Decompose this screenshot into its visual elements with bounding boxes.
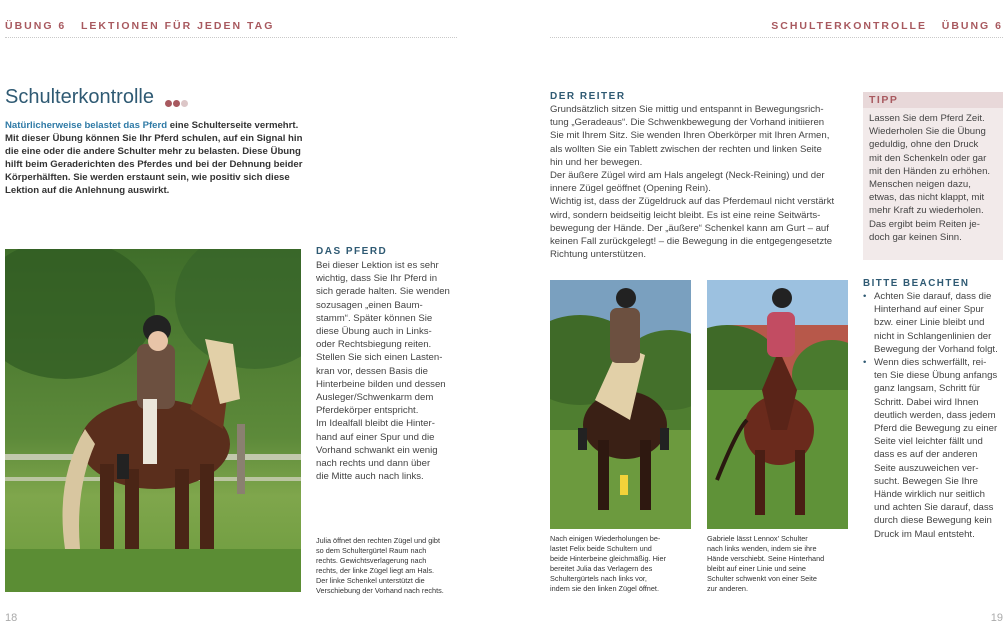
pferd-line: Bei dieser Lektion ist es sehr bbox=[316, 260, 439, 271]
beachten-line: Hände wirklich nur seitlich bbox=[874, 489, 985, 501]
pferd-line: Stellen Sie sich einen Lasten- bbox=[316, 352, 443, 364]
pferd-line: die Mitte auch nach links. bbox=[316, 471, 424, 483]
caption-line: bleibt auf einer Linie und seine bbox=[707, 564, 806, 573]
caption-line: Verschiebung der Vorhand nach rechts. bbox=[316, 586, 444, 595]
beachten-line: Seite viel leichter fällt und bbox=[874, 436, 983, 448]
pferd-heading: DAS PFERD bbox=[316, 246, 388, 257]
tipp-line: Lassen Sie dem Pferd Zeit. bbox=[869, 113, 985, 124]
tipp-line: etwas, das nicht klappt, mit bbox=[869, 192, 985, 204]
pferd-section bbox=[316, 246, 456, 483]
beachten-line: ganz langsam, Schritt für bbox=[874, 383, 981, 395]
tipp-line: mit den Schenkeln oder gar bbox=[869, 152, 987, 164]
pferd-line: sozusagen „einen Baum- bbox=[316, 299, 423, 311]
intro-line: Mit dieser Übung können Sie Ihr Pferd schulen, auf ein Signal hin bbox=[5, 133, 303, 144]
intro-line: eine Schulterseite vermehrt. bbox=[167, 120, 299, 131]
beachten-line: Seite auszuweichen ver- bbox=[874, 462, 979, 474]
caption-julia bbox=[316, 536, 466, 596]
caption-line: Schulter schwenkt von einer Seite bbox=[707, 574, 817, 583]
header-rule-left bbox=[5, 37, 457, 38]
tipp-line: Wiederholen Sie die Übung bbox=[869, 126, 986, 138]
reiter-line: Sie mit Ihrem Sitz. Sie wenden Ihren Oberkörper mit Ihren Armen, bbox=[550, 130, 830, 142]
beachten-line: nicht in Schlangenlinien der bbox=[874, 330, 992, 342]
page-number-right: 19 bbox=[990, 612, 1003, 624]
dot-filled-2 bbox=[173, 100, 180, 107]
beachten-item bbox=[863, 290, 1005, 356]
pferd-body bbox=[316, 259, 456, 483]
pferd-line: hand auf einer Spur und die bbox=[316, 431, 435, 443]
tipp-line: doch gar keinen Sinn. bbox=[869, 231, 962, 243]
pferd-line: sich gerade halten. Sie wenden bbox=[316, 286, 450, 298]
reiter-line: bewegung der Hände. Der „äußere“ Schenkel kann am Gurt – auf bbox=[550, 222, 829, 234]
beachten-line: dass es auf der anderen bbox=[874, 449, 978, 461]
tipp-line: Das ergibt beim Reiten je- bbox=[869, 218, 980, 230]
caption-line: lastet Felix beide Schultern und bbox=[550, 544, 652, 553]
pferd-line: diese Übung auch in Links- bbox=[316, 326, 432, 338]
caption-line: indem sie den linken Zügel öffnet. bbox=[550, 584, 659, 593]
tipp-heading: TIPP bbox=[863, 92, 1003, 108]
pferd-line: wichtig, dass Sie Ihr Pferd in bbox=[316, 273, 438, 285]
pferd-line: nach rechts und dann über bbox=[316, 458, 431, 470]
reiter-body bbox=[550, 103, 850, 261]
tipp-line: mehr Kraft zu wiederholen. bbox=[869, 205, 984, 217]
pferd-line: Hinterbeine bilden und dessen bbox=[316, 378, 446, 390]
page-title: Schulterkontrolle bbox=[5, 86, 154, 108]
caption-felix bbox=[550, 534, 695, 594]
reiter-heading: DER REITER bbox=[550, 91, 626, 102]
beachten-list bbox=[863, 290, 1005, 541]
tipp-line: Menschen neigen dazu, bbox=[869, 179, 971, 191]
pferd-line: Pferdekörper entspricht. bbox=[316, 405, 419, 417]
page-number-left: 18 bbox=[5, 612, 18, 624]
caption-line: Schultergürtels nach links vor, bbox=[550, 574, 647, 583]
caption-line: beide Hinterbeine gleichmäßig. Hier bbox=[550, 554, 666, 563]
reiter-line: Der äußere Zügel wird am Hals angelegt (Neck-Reining) und der bbox=[550, 170, 825, 182]
header-right: SCHULTERKONTROLLE ÜBUNG 6 bbox=[771, 20, 1003, 32]
pferd-line: Ausleger/Schwenkarm dem bbox=[316, 392, 434, 404]
beachten-section bbox=[863, 278, 1005, 541]
caption-line: nach links wenden, indem sie ihre bbox=[707, 544, 817, 553]
reiter-line: wird, sondern beidseitig leicht bleibt. Es ist eine reine Seitwärts- bbox=[550, 209, 821, 221]
beachten-line: durch diese Bewegung kein bbox=[874, 515, 992, 527]
caption-line: Julia öffnet den rechten Zügel und gibt bbox=[316, 536, 441, 545]
beachten-heading: BITTE BEACHTEN bbox=[863, 278, 970, 289]
pferd-line: kran vor, dessen Basis die bbox=[316, 365, 428, 377]
reiter-line: als wollten Sie ein Tablett zwischen der rechten und linken Seite bbox=[550, 143, 822, 155]
reiter-line: keinen Fall zurückgelegt! – die Bewegung in die entgegengesetzte bbox=[550, 236, 833, 248]
beachten-line: und achten Sie darauf, dass bbox=[874, 502, 994, 514]
beachten-line: Hinterhand auf einer Spur bbox=[874, 304, 984, 316]
reiter-line: Grundsätzlich sitzen Sie mittig und entspannt in Bewegungsrich- bbox=[550, 104, 824, 115]
beachten-line: sucht. Bewegen Sie Ihre bbox=[874, 475, 978, 487]
beachten-line: deutlich werden, dass jedem bbox=[874, 409, 996, 421]
photo-julia-horse bbox=[5, 249, 301, 592]
beachten-line: Schritt. Dabei wird Ihnen bbox=[874, 396, 979, 408]
caption-lennox bbox=[707, 534, 852, 594]
header-left: ÜBUNG 6 LEKTIONEN FÜR JEDEN TAG bbox=[5, 20, 275, 32]
caption-line: rechts. Gewichtsverlagerung nach bbox=[316, 556, 427, 565]
intro-line: hilft beim Geraderichten des Pferdes und bei der Dehnung beider bbox=[5, 159, 303, 170]
reiter-section bbox=[550, 91, 850, 261]
header-rule-right bbox=[550, 37, 1003, 38]
caption-line: zur anderen. bbox=[707, 584, 748, 593]
caption-line: Nach einigen Wiederholungen be- bbox=[550, 534, 661, 543]
tipp-body bbox=[863, 108, 1003, 244]
pferd-line: oder Rechtsbiegung reiten. bbox=[316, 339, 432, 351]
intro-line: Körperhälften. Sie werden erstaunt sein, wie positiv sich diese bbox=[5, 172, 290, 183]
caption-line: so dem Schultergürtel Raum nach bbox=[316, 546, 427, 555]
reiter-line: innere Zügel geöffnet (Opening Rein). bbox=[550, 183, 711, 195]
dot-filled-1 bbox=[165, 100, 172, 107]
caption-line: bereitet Julia das Verlagern des bbox=[550, 564, 653, 573]
reiter-line: Wichtig ist, dass der Zügeldruck auf das Pferdemaul nicht verstärkt bbox=[550, 196, 835, 208]
beachten-line: • Wenn dies schwerfällt, rei- bbox=[874, 357, 987, 369]
pferd-line: Im Idealfall bleibt die Hinter- bbox=[316, 418, 435, 430]
beachten-line: Pferd die Bewegung zu einer bbox=[874, 423, 998, 435]
intro-line: die eine oder die andere Schulter mehr zu belasten. Diese Übung bbox=[5, 146, 301, 157]
beachten-line: Druck im Maul entsteht. bbox=[874, 528, 975, 540]
intro-line: Lektion auf die Anlehnung auswirkt. bbox=[5, 185, 170, 196]
pferd-line: stamm“. Später können Sie bbox=[316, 312, 433, 324]
intro-text bbox=[5, 119, 315, 197]
beachten-line: bzw. einer Linie bleibt und bbox=[874, 317, 985, 329]
beachten-line: ten Sie diese Übung anfangs bbox=[874, 370, 998, 382]
title-block bbox=[5, 86, 154, 109]
caption-line: rechts, der linke Zügel liegt am Hals. bbox=[316, 566, 435, 575]
pferd-line: Vorhand schwankt ein wenig bbox=[316, 444, 438, 456]
caption-line: Der linke Schenkel unterstützt die bbox=[316, 576, 425, 585]
dot-empty-3 bbox=[181, 100, 188, 107]
reiter-line: Richtung unterstützen. bbox=[550, 249, 646, 261]
caption-line: Hände verschiebt. Seine Hinterhand bbox=[707, 554, 825, 563]
caption-line: Gabriele lässt Lennox’ Schulter bbox=[707, 534, 808, 543]
beachten-item bbox=[863, 356, 1005, 541]
photo-lennox-horse bbox=[707, 280, 848, 529]
photo-felix-horse bbox=[550, 280, 691, 529]
beachten-line: • Achten Sie darauf, dass die bbox=[874, 291, 992, 302]
tipp-line: mit den Händen zu erhöhen. bbox=[869, 165, 991, 177]
tipp-line: geduldig, ohne den Druck bbox=[869, 139, 979, 151]
reiter-line: hin und her bewegen. bbox=[550, 156, 643, 168]
tipp-box bbox=[863, 92, 1003, 260]
reiter-line: tung „Geradeaus“. Die Schwenkbewegung der Vorhand initiieren bbox=[550, 117, 825, 129]
beachten-line: Bewegung der Vorhand folgt. bbox=[874, 343, 998, 355]
intro-lead: Natürlicherweise belastet das Pferd bbox=[5, 120, 168, 131]
difficulty-dots bbox=[165, 94, 189, 112]
